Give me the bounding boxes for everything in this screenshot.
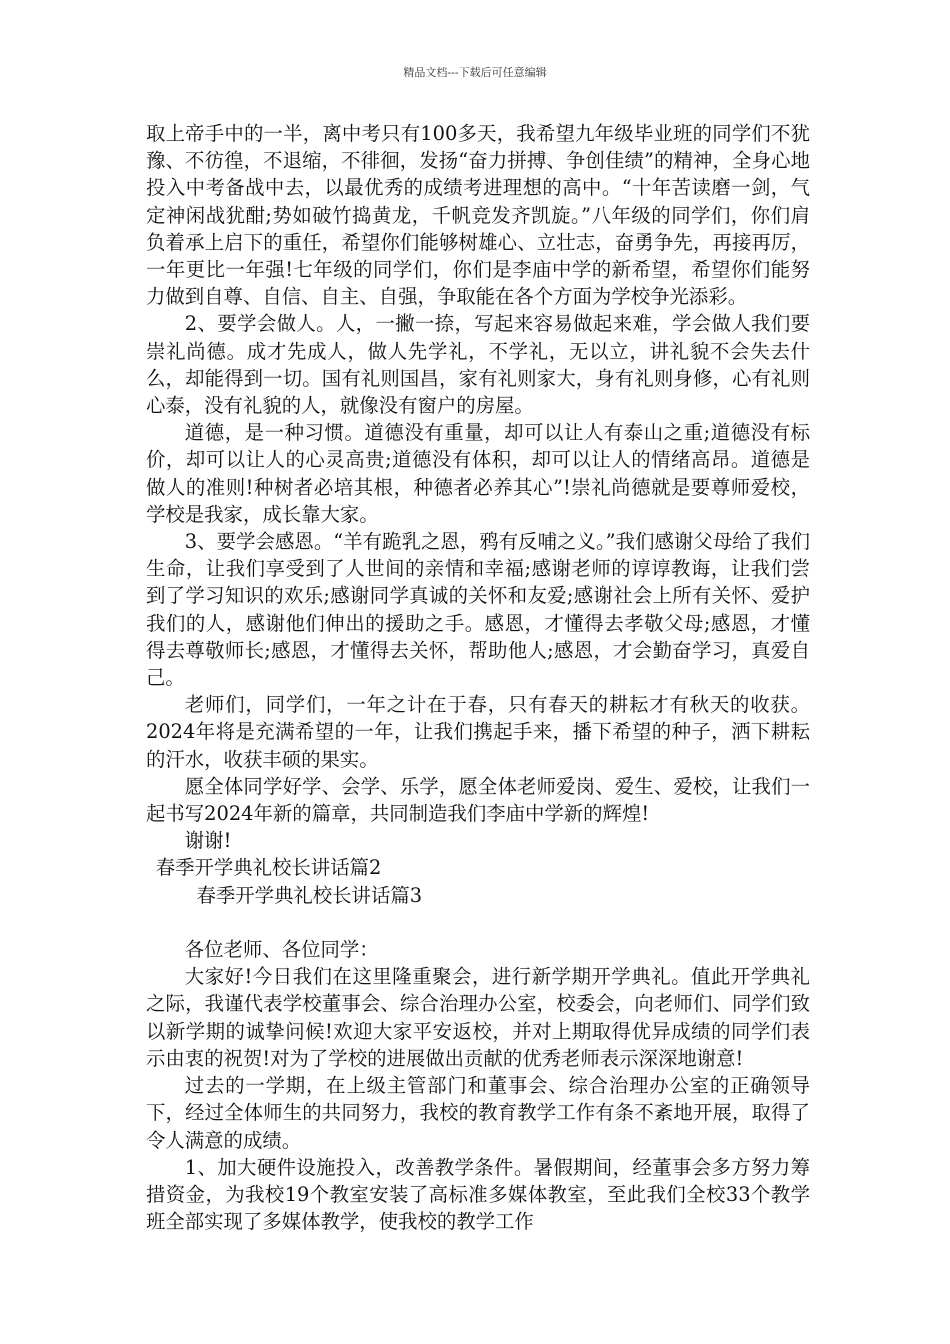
paragraph: 道德，是一种习惯。道德没有重量，却可以让人有泰山之重;道德没有标价，却可以让人的心灵高贵;道德没有体积，却可以让人的情绪高昂。道德是做人的准则!种树者必培其根，种德者必养其心”!崇礼尚德就是要尊师爱校，学校是我家，成长靠大家。 xyxy=(146,421,810,526)
paragraph: 大家好!今日我们在这里隆重聚会，进行新学期开学典礼。值此开学典礼之际，我谨代表学校董事会、综合治理办公室，校委会，向老师们、同学们致以新学期的诚挚问候!欢迎大家平安返校，并对上期取得优异成绩的同学们表示由衷的祝贺!对为了学校的进展做出贡献的优秀老师表示深深地谢意! xyxy=(146,965,810,1070)
paragraph: 1、加大硬件设施投入，改善教学条件。暑假期间，经董事会多方努力筹措资金，为我校19个教室安装了高标准多媒体教室，至此我们全校33个教学班全部实现了多媒体教学，使我校的教学工作 xyxy=(146,1155,810,1234)
salutation: 各位老师、各位同学： xyxy=(184,938,379,962)
paragraph: 3、要学会感恩。“羊有跪乳之恩，鸦有反哺之义。”我们感谢父母给了我们生命，让我们享受到了人世间的亲情和幸福;感谢老师的谆谆教诲，让我们尝到了学习知识的欢乐;感谢同学真诚的关怀和友爱;感谢社会上所有关怀、爱护我们的人，感谢他们伸出的援助之手。感恩，才懂得去孝敬父母;感恩，才懂得去尊敬师长;感恩，才懂得去关怀，帮助他人;感恩，才会勤奋学习，真爱自己。 xyxy=(146,530,810,690)
closing-thanks: 谢谢! xyxy=(184,829,232,853)
header-note: 精品文档---下载后可任意编辑 xyxy=(403,66,547,79)
document-body xyxy=(146,120,810,1235)
section-heading-3: 春季开学典礼校长讲话篇3 xyxy=(196,883,423,907)
paragraph-continuation: 取上帝手中的一半，离中考只有100多天，我希望九年级毕业班的同学们不犹豫、不彷徨，不退缩，不徘徊，发扬“奋力拼搏、争创佳绩”的精神，全身心地投入中考备战中去，以最优秀的成绩考进理想的高中。“十年苦读磨一剑，气定神闲战犹酣;势如破竹捣黄龙，千帆竞发齐凯旋。”八年级的同学们，你们肩负着承上启下的重任，希望你们能够树雄心、立壮志，奋勇争先，再接再厉，一年更比一年强!七年级的同学们，你们是李庙中学的新希望，希望你们能努力做到自尊、自信、自主、自强，争取能在各个方面为学校争光添彩。 xyxy=(146,122,810,309)
paragraph: 过去的一学期，在上级主管部门和董事会、综合治理办公室的正确领导下，经过全体师生的共同努力，我校的教育教学工作有条不紊地开展，取得了令人满意的成绩。 xyxy=(146,1074,810,1152)
paragraph: 2、要学会做人。人，一撇一捺，写起来容易做起来难，学会做人我们要崇礼尚德。成才先成人，做人先学礼，不学礼，无以立，讲礼貌不会失去什么，却能得到一切。国有礼则国昌，家有礼则家大，身有礼则身修，心有礼则心泰，没有礼貌的人，就像没有窗户的房屋。 xyxy=(146,312,810,418)
paragraph: 愿全体同学好学、会学、乐学，愿全体老师爱岗、爱生、爱校，让我们一起书写2024年新的篇章，共同制造我们李庙中学新的辉煌! xyxy=(146,774,810,826)
section-heading-2: 春季开学典礼校长讲话篇2 xyxy=(155,856,382,880)
paragraph: 老师们，同学们，一年之计在于春，只有春天的耕耘才有秋天的收获。2024年将是充满希望的一年，让我们携起手来，播下希望的种子，洒下耕耘的汗水，收获丰硕的果实。 xyxy=(146,693,810,771)
blank-line xyxy=(146,909,810,936)
